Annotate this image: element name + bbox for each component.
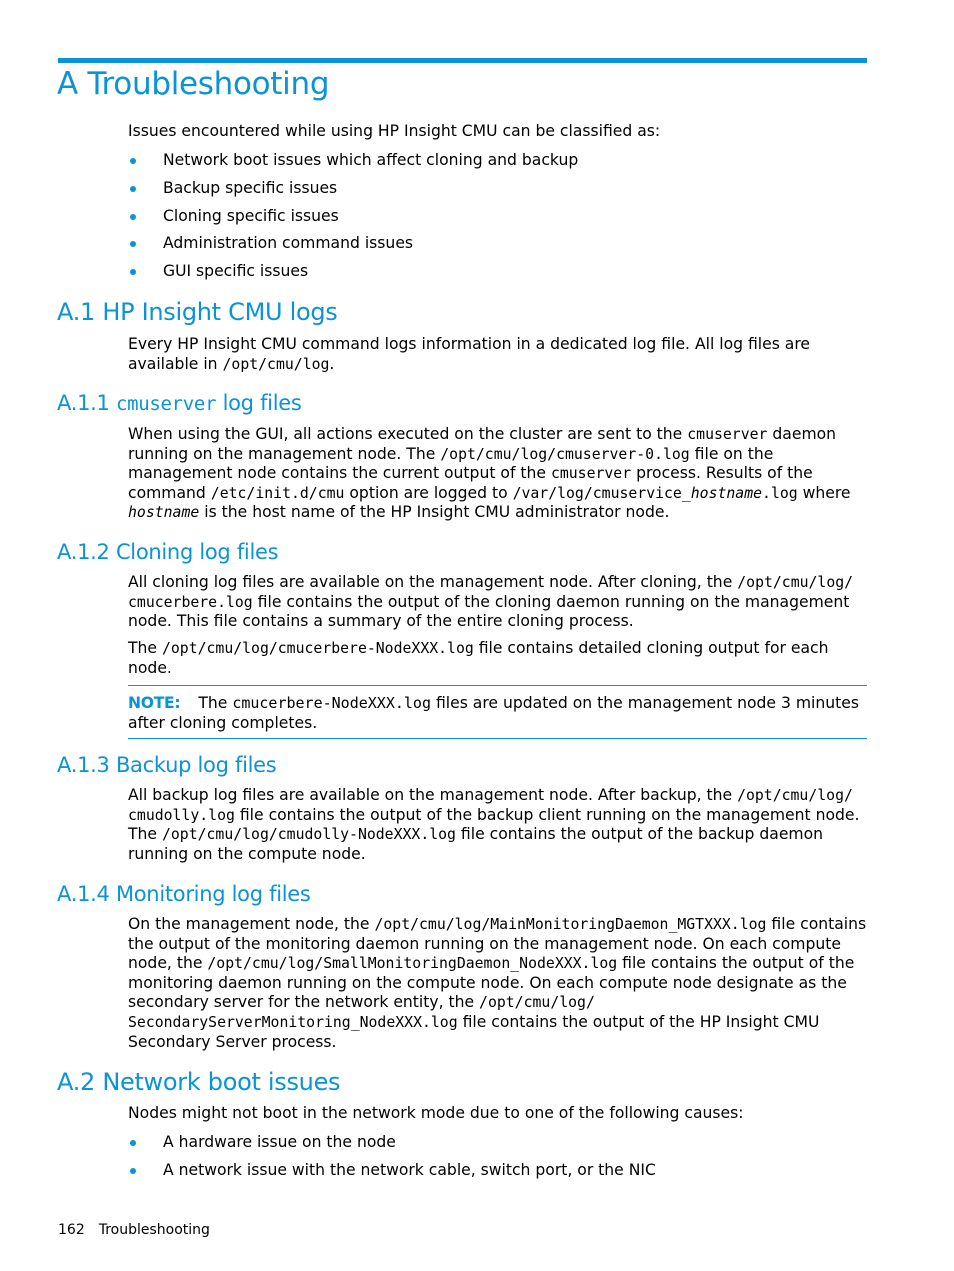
network-boot-list <box>128 1133 867 1189</box>
monitoring-paragraph: On the management node, the /opt/cmu/log/MainMonitoringDaemon_MGTXXX.log file contains the output of the monitoring daemon running on the management node. On each compute node, the /opt/cmu/log/SmallMonitoringDaemon_NodeXXX.log file contains the output of the monitoring daemon running on the compute node. On each compute node designate as the secondary server for the network entity, the /opt/cmu/log/ SecondaryServerMonitoring_NodeXXX.log file contains the output of the HP Insight CMU Secondary Server process. <box>128 915 867 1051</box>
list-item: Administration command issues <box>128 234 867 262</box>
note-box <box>128 685 867 739</box>
page-number: 162 <box>58 1222 85 1238</box>
bullet-icon <box>130 1168 136 1174</box>
cloning-paragraph-1: All cloning log files are available on the management node. After cloning, the /opt/cmu/log/ cmucerbere.log file contains the output of the cloning daemon running on the management node. This file contains a summary of the entire cloning process. <box>128 573 854 631</box>
bullet-icon <box>130 269 136 275</box>
backup-paragraph: All backup log files are available on the management node. After backup, the /opt/cmu/log/ cmudolly.log file contains the output of the backup client running on the management node. The /opt/cmu/log/cmudolly-NodeXXX.log file contains the output of the backup daemon running on the compute node. <box>128 786 860 863</box>
intro-list <box>128 151 867 290</box>
page-footer <box>58 1222 224 1238</box>
section-heading-logs: A.1 HP Insight CMU logs <box>57 298 338 326</box>
bullet-icon <box>130 1140 136 1146</box>
list-item: A network issue with the network cable, switch port, or the NIC <box>128 1161 867 1189</box>
bullet-icon <box>130 158 136 164</box>
cloning-paragraph-2: The /opt/cmu/log/cmucerbere-NodeXXX.log file contains detailed cloning output for each node. <box>128 639 829 677</box>
logs-paragraph: Every HP Insight CMU command logs information in a dedicated log file. All log files are available in /opt/cmu/log. <box>128 335 811 373</box>
list-item: Backup specific issues <box>128 179 867 207</box>
network-boot-text: Nodes might not boot in the network mode due to one of the following causes: <box>128 1104 744 1122</box>
list-item: Network boot issues which affect cloning and backup <box>128 151 867 179</box>
subsection-heading-monitoring: A.1.4 Monitoring log files <box>57 882 311 906</box>
bullet-icon <box>130 241 136 247</box>
footer-section: Troubleshooting <box>98 1222 210 1238</box>
intro-text: Issues encountered while using HP Insight CMU can be classified as: <box>128 122 661 140</box>
subsection-heading-cmuserver: A.1.1 cmuserver log files <box>57 391 302 415</box>
list-item: Cloning specific issues <box>128 207 867 235</box>
subsection-heading-backup: A.1.3 Backup log files <box>57 753 277 777</box>
list-item: A hardware issue on the node <box>128 1133 867 1161</box>
top-rule <box>58 58 867 63</box>
bullet-icon <box>130 214 136 220</box>
list-item: GUI specific issues <box>128 262 867 290</box>
note-label: NOTE: <box>128 694 181 712</box>
subsection-heading-cloning: A.1.2 Cloning log files <box>57 540 279 564</box>
note-text: NOTE: The cmucerbere-NodeXXX.log files are updated on the management node 3 minutes after cloning completes. <box>128 694 859 732</box>
section-heading-network-boot: A.2 Network boot issues <box>57 1068 341 1096</box>
chapter-title: A Troubleshooting <box>57 66 330 102</box>
bullet-icon <box>130 186 136 192</box>
cmuserver-paragraph: When using the GUI, all actions executed on the cluster are sent to the cmuserver daemon running on the management node. The /opt/cmu/log/cmuserver-0.log file on the management node contains the current output of the cmuserver process. Results of the command /etc/init.d/cmu option are logged to /var/log/cmuservice_hostname.log where hostname is the host name of the HP Insight CMU administrator node. <box>128 425 851 522</box>
